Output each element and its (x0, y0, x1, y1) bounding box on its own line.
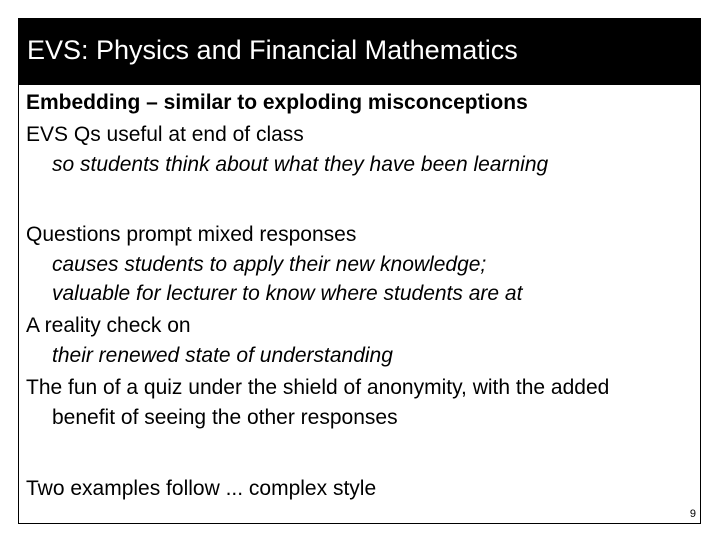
bullet-fun-quiz: The fun of a quiz under the shield of anonymity, with the added (26, 376, 610, 399)
sub-bullet-apply-knowledge: causes students to apply their new knowledge; (52, 253, 487, 276)
bullet-reality-check: A reality check on (26, 314, 191, 337)
bullet-embedding: Embedding – similar to exploding misconceptions (26, 91, 528, 114)
sub-bullet-students-think: so students think about what they have been learning (52, 153, 549, 176)
sub-bullet-valuable-lecturer: valuable for lecturer to know where students are at (52, 282, 523, 305)
title-bar (18, 18, 701, 85)
page-number: 9 (689, 508, 696, 520)
bullet-evs-qs: EVS Qs useful at end of class (26, 123, 304, 146)
slide-title: EVS: Physics and Financial Mathematics (27, 35, 518, 65)
bullet-fun-quiz-continued: benefit of seeing the other responses (52, 406, 398, 429)
bullet-questions-prompt: Questions prompt mixed responses (26, 223, 357, 246)
bullet-two-examples: Two examples follow ... complex style (26, 477, 377, 500)
sub-bullet-renewed-state: their renewed state of understanding (52, 344, 393, 367)
